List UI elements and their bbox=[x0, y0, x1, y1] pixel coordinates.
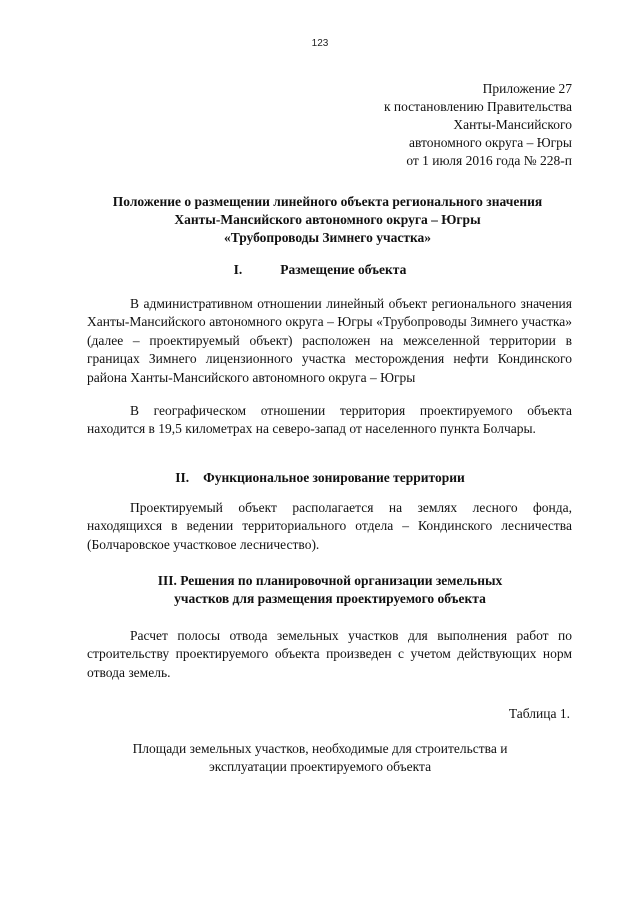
section-1-heading bbox=[0, 262, 640, 278]
section-number: I. bbox=[233, 262, 243, 277]
appendix-line: Ханты-Мансийского bbox=[453, 117, 572, 132]
table-caption-line: эксплуатации проектируемого объекта bbox=[208, 759, 432, 774]
table-caption-line: Площади земельных участков, необходимые для строительства и bbox=[132, 741, 508, 756]
section-title: Размещение объекта bbox=[280, 262, 407, 277]
section-1-paragraph-1: В административном отношении линейный объект регионального значения Ханты-Мансийского автономного округа – Югры «Трубопроводы Зимнего участка» (далее – проектируемый объект) расположен на межселенной территории в границах Зимнего лицензионного участка месторождения нефти Кондинского района Ханты-Мансийского автономного округа – Югры bbox=[87, 296, 572, 385]
section-number: II. bbox=[175, 470, 190, 485]
table-caption bbox=[80, 740, 560, 776]
appendix-line: Приложение 27 bbox=[482, 81, 572, 96]
section-3-paragraph-1: Расчет полосы отвода земельных участков для выполнения работ по строительству проектируемого объекта произведен с учетом действующих норм отвода земель. bbox=[87, 628, 572, 680]
appendix-line: автономного округа – Югры bbox=[409, 135, 572, 150]
appendix-reference bbox=[384, 80, 572, 170]
appendix-line: к постановлению Правительства bbox=[383, 99, 572, 114]
table-label: Таблица 1. bbox=[508, 706, 570, 721]
document-title bbox=[60, 193, 595, 247]
section-2-paragraph-1: Проектируемый объект располагается на землях лесного фонда, находящихся в ведении территориального отдела – Кондинского лесничества (Болчаровское участковое лесничество). bbox=[87, 500, 572, 552]
section-3-heading-line: III. Решения по планировочной организации земельных bbox=[157, 573, 503, 588]
title-line: Положение о размещении линейного объекта регионального значения bbox=[112, 194, 543, 209]
section-3-heading-line: участков для размещения проектируемого объекта bbox=[174, 591, 486, 606]
section-title: Функциональное зонирование территории bbox=[203, 470, 465, 485]
section-1-paragraph-2: В географическом отношении территория проектируемого объекта находится в 19,5 километрах на северо-запад от населенного пункта Болчары. bbox=[87, 403, 572, 437]
title-line: Ханты-Мансийского автономного округа – Югры bbox=[174, 212, 481, 227]
section-3-heading bbox=[100, 572, 560, 608]
page-number: 123 bbox=[311, 38, 329, 49]
title-line: «Трубопроводы Зимнего участка» bbox=[223, 230, 432, 245]
appendix-line: от 1 июля 2016 года № 228-п bbox=[406, 153, 572, 168]
section-2-heading bbox=[0, 470, 640, 486]
